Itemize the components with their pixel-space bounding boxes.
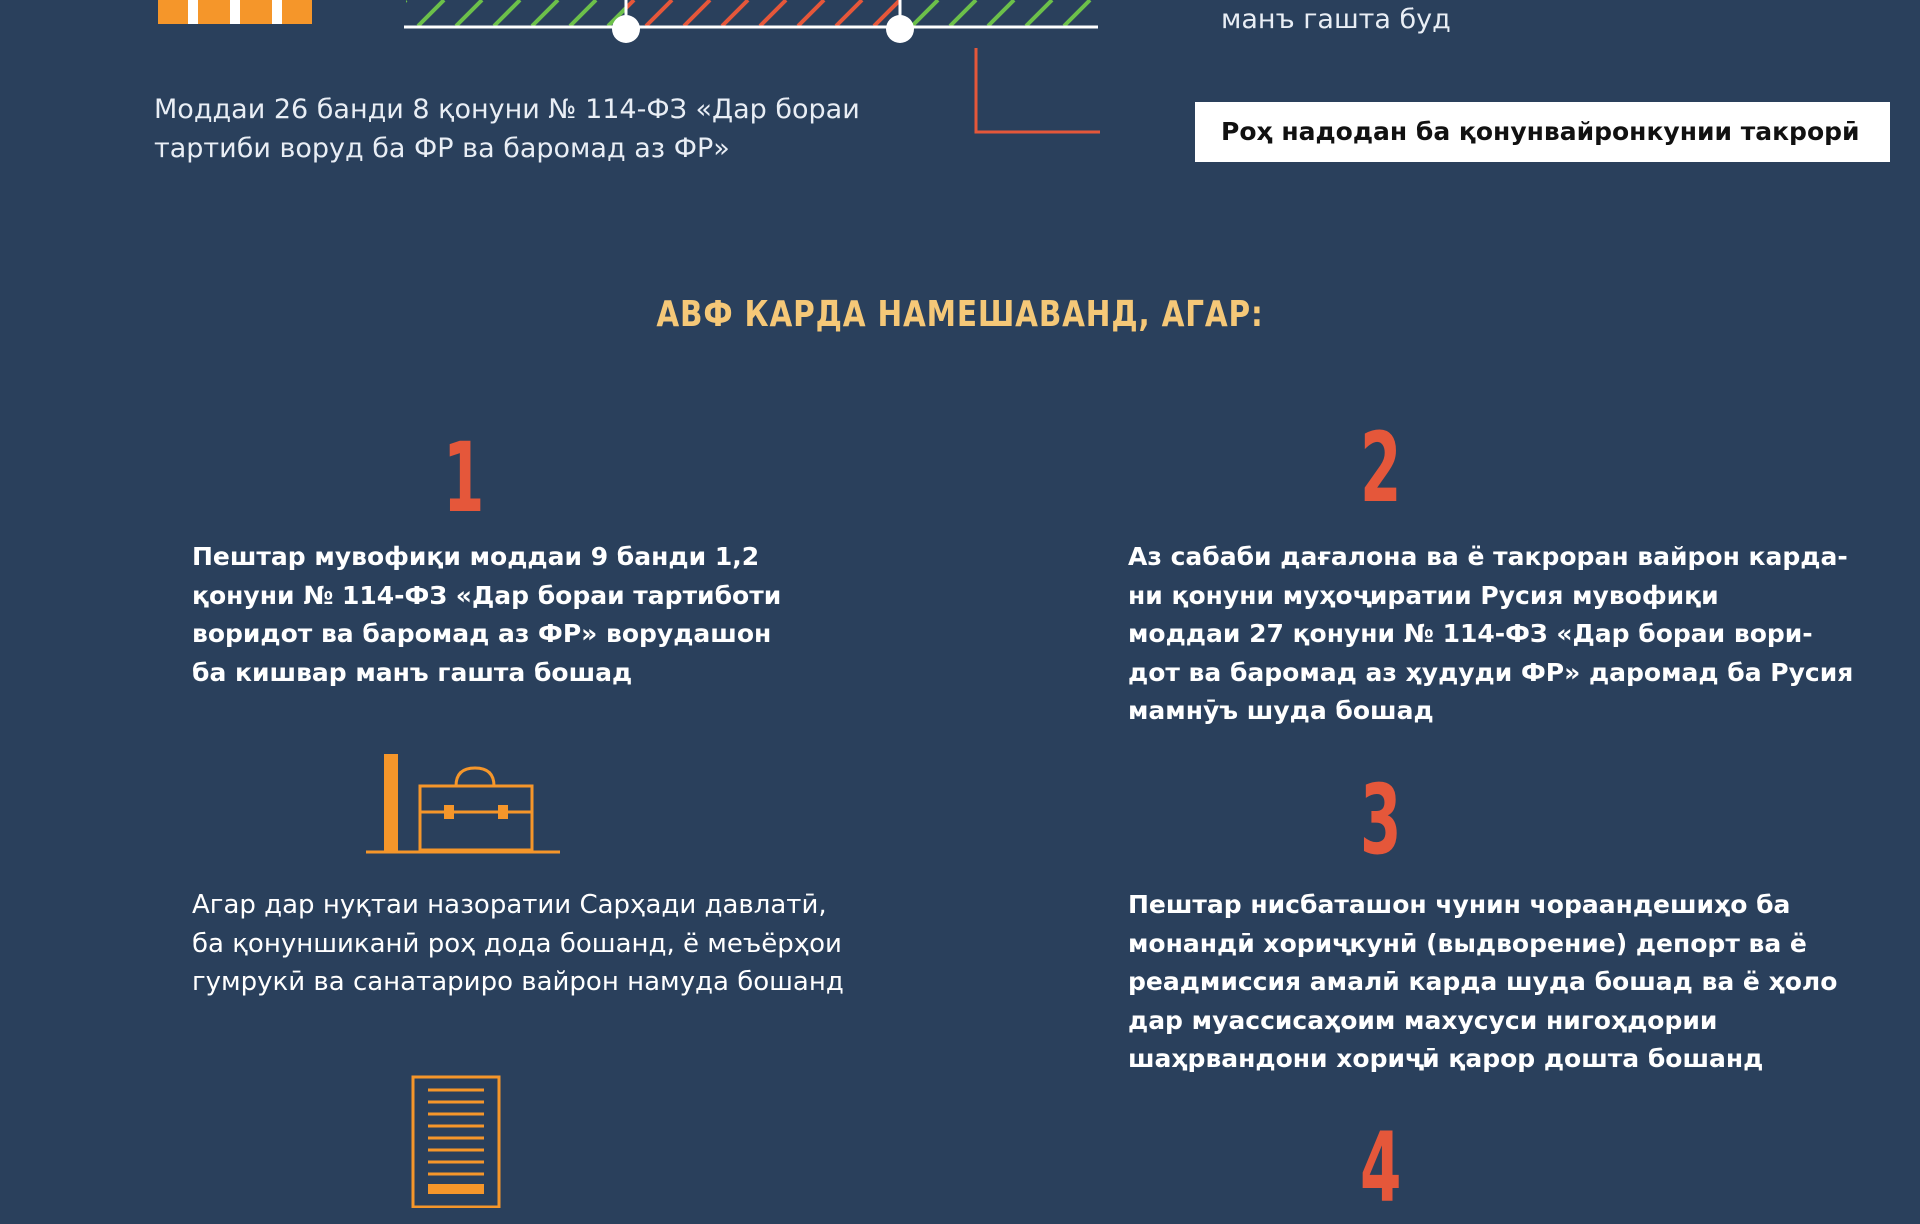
item-text-line: дар муассисаҳоим махусуси нигоҳдории: [1128, 1005, 1718, 1035]
item-number: 1: [443, 422, 485, 534]
item-text-line: қонуни № 114-ФЗ «Дар бораи тартиботи: [192, 580, 782, 610]
left-note-line: Моддаи 26 банди 8 қонуни № 114-ФЗ «Дар бораи: [154, 94, 860, 125]
briefcase-icon: [364, 752, 564, 856]
item-text-line: ни қонуни муҳоҷиратии Русия мувофиқи: [1128, 580, 1719, 610]
item-text-line: моддаи 27 қонуни № 114-ФЗ «Дар бораи вори-: [1128, 619, 1813, 648]
item-text: [192, 538, 781, 692]
item-text-line: Аз сабаби дағалона ва ё такроран вайрон карда-: [1128, 542, 1848, 571]
item-text-line: ба кишвар манъ гашта бошад: [192, 657, 633, 687]
item-text-line: реадмиссия амалӣ карда шуда бошад ва ё ҳоло: [1128, 967, 1838, 996]
item-text-line: мамнӯъ шуда бошад: [1128, 696, 1434, 725]
item-text: [1128, 538, 1853, 731]
item-text-line: монандӣ хориҷкунӣ (выдворение) депорт ва ё: [1128, 928, 1807, 958]
item-number: 2: [1360, 412, 1402, 524]
border-note-line: гумрукӣ ва санатариро вайрон намуда бошанд: [192, 967, 844, 997]
item-text-line: дот ва баромад аз ҳудуди ФР» даромад ба Русия: [1128, 657, 1854, 687]
border-note-line: Агар дар нуқтаи назоратии Сарҳади давлатӣ,: [192, 890, 827, 920]
item-text-line: Пештар мувофиқи моддаи 9 банди 1,2: [192, 542, 760, 571]
left-note-line: тартиби воруд ба ФР ва баромад аз ФР»: [154, 133, 730, 164]
barrier-icon: [158, 0, 313, 26]
item-text-line: Пештар нисбаташон чунин чораандешиҳо ба: [1128, 890, 1791, 919]
left-note: [154, 90, 860, 168]
item-number: 3: [1360, 764, 1402, 876]
border-note: [192, 886, 844, 1002]
item-number: 4: [1360, 1112, 1402, 1224]
item-text: [1128, 886, 1837, 1079]
document-icon: [410, 1074, 504, 1208]
section-heading: АВФ КАРДА НАМЕШАВАНД, АГАР:: [656, 294, 1264, 335]
item-text-line: воридот ва баромад аз ФР» ворудашон: [192, 619, 772, 648]
top-right-text: манъ гашта буд: [1221, 4, 1451, 35]
callout-box: Роҳ надодан ба қонунвайронкунии такрорӣ: [1195, 102, 1890, 162]
border-note-line: ба қонуншиканӣ роҳ дода бошанд, ё меъёрҳои: [192, 928, 842, 959]
item-text-line: шаҳрвандони хориҷӣ қарор дошта бошанд: [1128, 1044, 1764, 1073]
